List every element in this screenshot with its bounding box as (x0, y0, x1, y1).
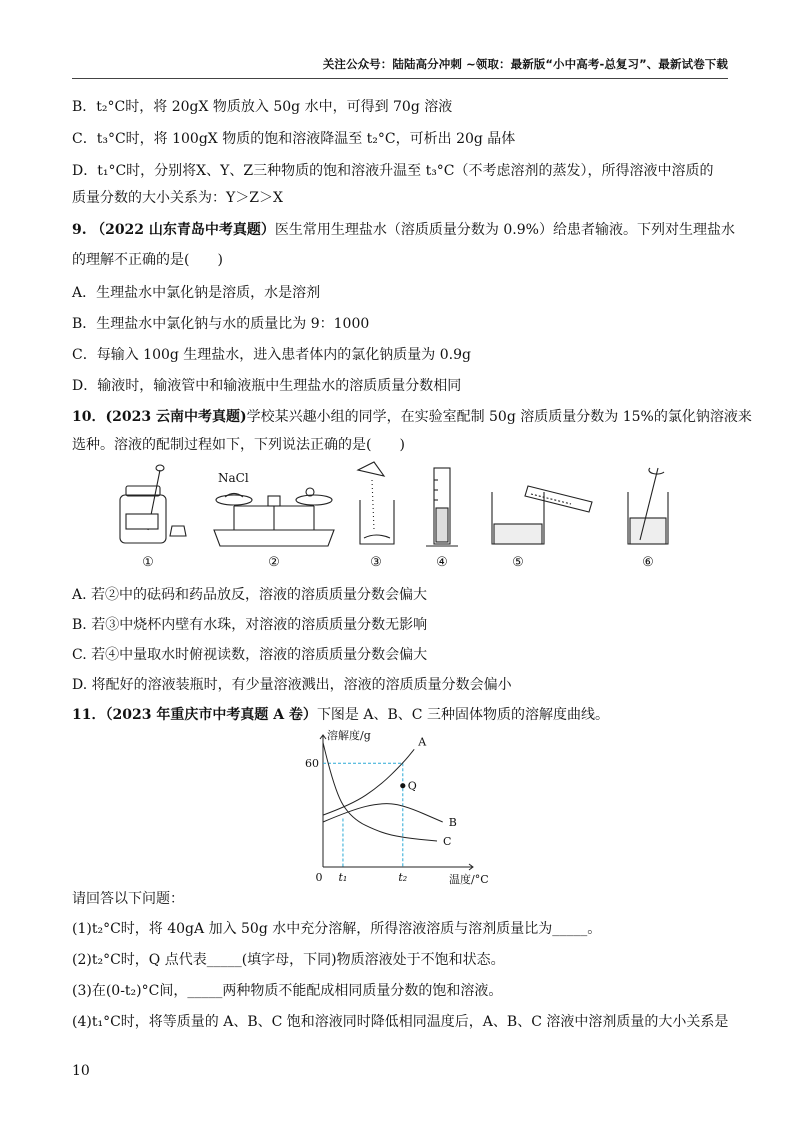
series-b-curve (323, 804, 443, 822)
balance-illustration (214, 488, 334, 546)
q9-option-c: C．每输入 100g 生理盐水，进入患者体内的氯化钠质量为 0.9g (72, 347, 471, 363)
series-c-label: C (443, 835, 452, 849)
series-b-label: B (448, 816, 457, 830)
y-axis-label: 溶解度/g (327, 729, 371, 742)
reagent-jar-illustration (120, 465, 186, 543)
prev-option-c: C．t₃°C时，将 100gX 物质的饱和溶液降温至 t₂°C，可析出 20g 晶体 (72, 131, 516, 147)
q9-option-d: D．输液时，输液管中和输液瓶中生理盐水的溶质质量分数相同 (72, 378, 462, 394)
q9-stem-continued: 的理解不正确的是( ) (72, 252, 223, 268)
series-c-curve (323, 742, 437, 841)
x-tick-label-t2: t₂ (398, 871, 408, 884)
stirring-illustration (628, 468, 668, 544)
point-q-marker (400, 783, 405, 788)
graduated-cylinder-illustration (426, 468, 458, 546)
q10-option-d: D. 将配好的溶液装瓶时，有少量溶液溅出，溶液的溶质质量分数会偏小 (72, 677, 512, 693)
point-q-label: Q (407, 779, 417, 793)
q10-stem-continued: 选种。溶液的配制过程如下，下列说法正确的是( ) (72, 437, 405, 453)
x-tick-label-t1: t₁ (338, 871, 348, 884)
solubility-chart (295, 725, 505, 885)
prev-option-b: B．t₂°C时，将 20gX 物质放入 50g 水中，可得到 70g 溶液 (72, 99, 453, 115)
step-1-label: ① (142, 555, 154, 570)
q10-option-a: A. 若②中的砝码和药品放反，溶液的溶质质量分数会偏大 (72, 587, 428, 603)
step-2-label: ② (268, 555, 280, 570)
q11-part-2: (2)t₂°C时，Q 点代表_____(填字母，下同)物质溶液处于不饱和状态。 (72, 952, 505, 968)
nacl-label: NaCl (218, 471, 249, 485)
header-note: 关注公众号：陆陆高分冲刺 ~领取：最新版“小中高考-总复习”、最新试卷下载 (322, 57, 728, 71)
q10-option-b: B. 若③中烧杯内壁有水珠，对溶液的溶质质量分数无影响 (72, 617, 428, 633)
q11-part-4: (4)t₁°C时，将等质量的 A、B、C 饱和溶液同时降低相同温度后，A、B、C 溶液中溶剂质量的大小关系是 (72, 1014, 729, 1030)
y-tick-label-60: 60 (305, 757, 319, 771)
q10-procedure-figure (108, 460, 688, 575)
prev-option-d: D．t₁°C时，分别将X、Y、Z三种物质的饱和溶液升温至 t₃°C（不考虑溶剂的蒸发），所得溶液中溶质的 (72, 163, 714, 179)
page-number: 10 (72, 1063, 90, 1079)
q9-option-b: B．生理盐水中氯化钠与水的质量比为 9：1000 (72, 316, 370, 332)
q11-stem: 11．（2023 年重庆市中考真题 A 卷）下图是 A、B、C 三种固体物质的溶解度曲线。 (72, 707, 609, 723)
q9-option-a: A．生理盐水中氯化钠是溶质，水是溶剂 (72, 285, 321, 301)
q11-part-3: (3)在(0-t₂)°C间，_____两种物质不能配成相同质量分数的饱和溶液。 (72, 983, 503, 999)
pour-water-illustration (492, 486, 592, 544)
header-rule (72, 78, 728, 79)
q10-option-c: C. 若④中量取水时俯视读数，溶液的溶质质量分数会偏大 (72, 647, 428, 663)
q11-prompt: 请回答以下问题： (72, 891, 184, 907)
step-4-label: ④ (436, 555, 448, 570)
step-6-label: ⑥ (642, 555, 654, 570)
q9-stem: 9. （2022 山东青岛中考真题）医生常用生理盐水（溶质质量分数为 0.9%）给患者输液。下列对生理盐水 (72, 222, 735, 238)
q11-part-1: (1)t₂°C时，将 40gA 加入 50g 水中充分溶解，所得溶液溶质与溶剂质量比为_____。 (72, 921, 602, 937)
series-a-label: A (418, 735, 427, 749)
prev-option-d-continued: 质量分数的大小关系为：Y＞Z＞X (72, 190, 283, 206)
q10-stem: 10．(2023 云南中考真题)学校某兴趣小组的同学，在实验室配制 50g 溶质质量分数为 15%的氯化钠溶液来 (72, 409, 752, 425)
beaker-pouring-illustration (358, 462, 394, 544)
step-3-label: ③ (370, 555, 382, 570)
x-tick-label-0: 0 (315, 871, 323, 884)
step-5-label: ⑤ (512, 555, 524, 570)
x-axis-label: 温度/°C (449, 873, 489, 885)
